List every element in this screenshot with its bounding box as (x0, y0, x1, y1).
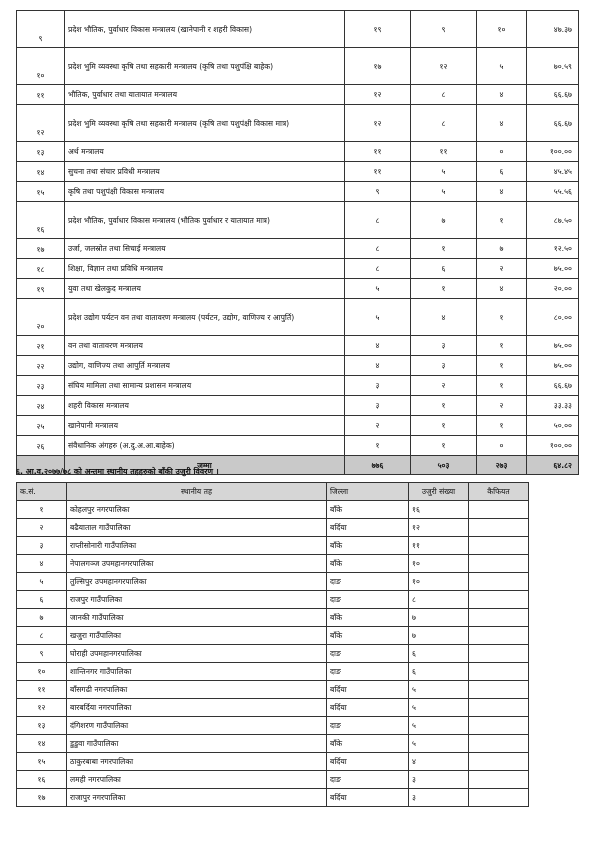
remarks-cell (469, 501, 529, 519)
ministry-name: उद्योग, वाणिज्य तथा आपुर्ति मन्त्रालय (65, 356, 345, 376)
serial-number: ४ (17, 555, 67, 573)
header-remarks: कैफियत (469, 483, 529, 501)
ministry-name: संवैधानिक अंगहरु (अ.दु.अ.आ.बाहेक) (65, 436, 345, 456)
serial-number: ८ (17, 627, 67, 645)
ministry-name: प्रदेश भौतिक, पुर्वाधार विकास मन्त्रालय (भौतिक पुर्वाधार र यातायात मात्र) (65, 202, 345, 239)
local-level-name: जानकी गाउँपालिका (67, 609, 327, 627)
local-level-name: बाँसगढी नगरपालिका (67, 681, 327, 699)
header-row (17, 483, 529, 501)
remarks-cell (469, 555, 529, 573)
table-row (17, 48, 579, 85)
serial-number: १५ (17, 753, 67, 771)
serial-number: ११ (17, 85, 65, 105)
received-count: ११ (345, 142, 411, 162)
complaint-count: ५ (409, 717, 469, 735)
received-count: १२ (345, 85, 411, 105)
serial-number: २ (17, 519, 67, 537)
table-row (17, 645, 529, 663)
district-name: दाङ (327, 645, 409, 663)
pending-count: १० (477, 11, 527, 48)
settled-percentage: ६६.६७ (527, 105, 579, 142)
serial-number: १६ (17, 771, 67, 789)
local-level-complaints-table (16, 482, 529, 807)
serial-number: ७ (17, 609, 67, 627)
pending-count: ४ (477, 182, 527, 202)
serial-number: १३ (17, 142, 65, 162)
ministry-name: कृषि तथा पशुपंक्षी विकास मन्त्रालय (65, 182, 345, 202)
local-level-name: घोराही उपमहानगरपालिका (67, 645, 327, 663)
ministry-name: शिक्षा, विज्ञान तथा प्रविधि मन्त्रालय (65, 259, 345, 279)
table-row (17, 239, 579, 259)
pending-count: ६ (477, 162, 527, 182)
serial-number: १० (17, 663, 67, 681)
table-row (17, 162, 579, 182)
table-row (17, 416, 579, 436)
settled-percentage: ८०.०० (527, 299, 579, 336)
ministry-name: खानेपानी मन्त्रालय (65, 416, 345, 436)
local-level-name: तुल्सिपुर उपमहानगरपालिका (67, 573, 327, 591)
table-row (17, 609, 529, 627)
settled-count: ५ (411, 182, 477, 202)
local-level-name: राजापुर नगरपालिका (67, 789, 327, 807)
settled-count: ९ (411, 11, 477, 48)
local-level-name: शान्तिनगर गाउँपालिका (67, 663, 327, 681)
remarks-cell (469, 573, 529, 591)
header-local-level: स्थानीय तह (67, 483, 327, 501)
remarks-cell (469, 681, 529, 699)
local-level-name: लमही नगरपालिका (67, 771, 327, 789)
table-row (17, 681, 529, 699)
total-received: ७७६ (345, 456, 411, 475)
serial-number: १८ (17, 259, 65, 279)
district-name: बर्दिया (327, 753, 409, 771)
pending-count: ७ (477, 239, 527, 259)
ministry-name: शहरी विकास मन्त्रालय (65, 396, 345, 416)
serial-number: २५ (17, 416, 65, 436)
complaint-count: ४ (409, 753, 469, 771)
table-row (17, 105, 579, 142)
local-level-name: राप्तीसोनारी गाउँपालिका (67, 537, 327, 555)
pending-count: १ (477, 376, 527, 396)
table-row (17, 627, 529, 645)
serial-number: १७ (17, 789, 67, 807)
serial-number: १९ (17, 279, 65, 299)
complaint-count: ५ (409, 699, 469, 717)
settled-count: १ (411, 436, 477, 456)
local-level-name: ठाकुरबाबा नगरपालिका (67, 753, 327, 771)
ministry-name: भौतिक, पुर्वाधार तथा यातायात मन्त्रालय (65, 85, 345, 105)
pending-count: ४ (477, 85, 527, 105)
settled-count: ३ (411, 336, 477, 356)
settled-count: १ (411, 396, 477, 416)
district-name: बाँके (327, 735, 409, 753)
remarks-cell (469, 753, 529, 771)
district-name: बर्दिया (327, 519, 409, 537)
received-count: ३ (345, 396, 411, 416)
local-level-name: कोहलपुर नगरपालिका (67, 501, 327, 519)
serial-number: १० (17, 48, 65, 85)
remarks-cell (469, 537, 529, 555)
total-pending: २७३ (477, 456, 527, 475)
pending-count: ० (477, 142, 527, 162)
serial-number: १२ (17, 699, 67, 717)
district-name: दाङ (327, 717, 409, 735)
table-row (17, 753, 529, 771)
table-row (17, 717, 529, 735)
table-row (17, 142, 579, 162)
remarks-cell (469, 609, 529, 627)
settled-count: ४ (411, 299, 477, 336)
serial-number: ३ (17, 537, 67, 555)
table-row (17, 336, 579, 356)
serial-number: १३ (17, 717, 67, 735)
total-label: जम्मा (65, 456, 345, 475)
ministry-name: प्रदेश भुमि व्यवस्था कृषि तथा सहकारी मन्त्रालय (कृषि तथा पशुपंक्षि बाहेक) (65, 48, 345, 85)
pending-count: ० (477, 436, 527, 456)
serial-number: १६ (17, 202, 65, 239)
settled-count: ८ (411, 105, 477, 142)
settled-percentage: ४५.४५ (527, 162, 579, 182)
settled-percentage: ५५.५६ (527, 182, 579, 202)
received-count: १७ (345, 48, 411, 85)
received-count: १९ (345, 11, 411, 48)
district-name: बाँके (327, 627, 409, 645)
total-settled: ५०३ (411, 456, 477, 475)
table-row (17, 259, 579, 279)
settled-percentage: ६६.६७ (527, 85, 579, 105)
table-row (17, 789, 529, 807)
remarks-cell (469, 699, 529, 717)
complaint-count: ११ (409, 537, 469, 555)
serial-number: ६ (17, 591, 67, 609)
header-district: जिल्ला (327, 483, 409, 501)
settled-count: १ (411, 416, 477, 436)
table-row (17, 299, 579, 336)
settled-count: ८ (411, 85, 477, 105)
settled-percentage: ५०.०० (527, 416, 579, 436)
pending-count: १ (477, 416, 527, 436)
district-name: बाँके (327, 555, 409, 573)
settled-percentage: १२.५० (527, 239, 579, 259)
settled-count: १२ (411, 48, 477, 85)
serial-number: २० (17, 299, 65, 336)
remarks-cell (469, 591, 529, 609)
district-name: बाँके (327, 537, 409, 555)
complaint-count: ६ (409, 663, 469, 681)
settled-count: २ (411, 376, 477, 396)
remarks-cell (469, 645, 529, 663)
table-row (17, 771, 529, 789)
serial-number: १७ (17, 239, 65, 259)
serial-number: २४ (17, 396, 65, 416)
settled-count: १ (411, 279, 477, 299)
settled-count: ११ (411, 142, 477, 162)
received-count: २ (345, 416, 411, 436)
complaint-count: ७ (409, 627, 469, 645)
ministry-complaints-table (16, 10, 579, 475)
settled-percentage: ७५.०० (527, 259, 579, 279)
table-row (17, 396, 579, 416)
received-count: ५ (345, 299, 411, 336)
pending-count: २ (477, 396, 527, 416)
pending-count: १ (477, 336, 527, 356)
local-level-name: बढैयाताल गाउँपालिका (67, 519, 327, 537)
settled-percentage: ८७.५० (527, 202, 579, 239)
serial-number: २३ (17, 376, 65, 396)
local-level-name: डुडुवा गाउँपालिका (67, 735, 327, 753)
table-row (17, 519, 529, 537)
remarks-cell (469, 663, 529, 681)
district-name: बर्दिया (327, 681, 409, 699)
pending-count: १ (477, 356, 527, 376)
received-count: १२ (345, 105, 411, 142)
complaint-count: ३ (409, 771, 469, 789)
table-row (17, 85, 579, 105)
received-count: ८ (345, 202, 411, 239)
serial-number: २१ (17, 336, 65, 356)
district-name: दाङ (327, 573, 409, 591)
complaint-count: ७ (409, 609, 469, 627)
section-heading: ६. आ.व.२०७७/७८ को अन्तमा स्थानीय तहहरुको बाँकी उजुरी विवरण । (16, 467, 219, 476)
received-count: ४ (345, 336, 411, 356)
settled-percentage: १००.०० (527, 436, 579, 456)
complaint-count: १० (409, 573, 469, 591)
district-name: दाङ (327, 771, 409, 789)
table-row (17, 537, 529, 555)
settled-count: ३ (411, 356, 477, 376)
remarks-cell (469, 519, 529, 537)
local-level-name: बारबर्दिया नगरपालिका (67, 699, 327, 717)
settled-percentage: ७५.०० (527, 356, 579, 376)
serial-number: ९ (17, 11, 65, 48)
district-name: बर्दिया (327, 789, 409, 807)
table-row (17, 436, 579, 456)
complaint-count: १२ (409, 519, 469, 537)
settled-count: ६ (411, 259, 477, 279)
pending-count: १ (477, 202, 527, 239)
remarks-cell (469, 789, 529, 807)
district-name: बाँके (327, 501, 409, 519)
remarks-cell (469, 717, 529, 735)
district-name: बाँके (327, 609, 409, 627)
pending-count: २ (477, 259, 527, 279)
ministry-name: प्रदेश भुमि व्यवस्था कृषि तथा सहकारी मन्त्रालय (कृषि तथा पशुपंक्षी विकास मात्र) (65, 105, 345, 142)
remarks-cell (469, 627, 529, 645)
received-count: ५ (345, 279, 411, 299)
local-level-name: नेपालगञ्ज उपमहानगरपालिका (67, 555, 327, 573)
serial-number: १ (17, 501, 67, 519)
serial-number: ५ (17, 573, 67, 591)
serial-number: ९ (17, 645, 67, 663)
serial-number: २२ (17, 356, 65, 376)
serial-number: २६ (17, 436, 65, 456)
table-row (17, 202, 579, 239)
ministry-name: संघिय मामिला तथा सामान्य प्रशासन मन्त्रालय (65, 376, 345, 396)
ministry-name: प्रदेश उद्योग पर्यटन वन तथा वातावरण मन्त्रालय (पर्यटन, उद्योग, वाणिज्य र आपुर्ति) (65, 299, 345, 336)
complaint-count: ८ (409, 591, 469, 609)
pending-count: १ (477, 299, 527, 336)
ministry-name: युवा तथा खेलकुद मन्त्रालय (65, 279, 345, 299)
district-name: बर्दिया (327, 699, 409, 717)
settled-percentage: ७५.०० (527, 336, 579, 356)
settled-percentage: ६६.६७ (527, 376, 579, 396)
complaint-count: ५ (409, 681, 469, 699)
table-row (17, 356, 579, 376)
received-count: ९ (345, 182, 411, 202)
complaint-count: ६ (409, 645, 469, 663)
header-complaint-count: उजुरी संख्या (409, 483, 469, 501)
total-percentage: ६४.८२ (527, 456, 579, 475)
table-row (17, 182, 579, 202)
local-level-name: दंगिशरण गाउँपालिका (67, 717, 327, 735)
table-row (17, 699, 529, 717)
table-row (17, 501, 529, 519)
serial-number: १५ (17, 182, 65, 202)
settled-percentage: ३३.३३ (527, 396, 579, 416)
table-row (17, 555, 529, 573)
received-count: १ (345, 436, 411, 456)
serial-number: १२ (17, 105, 65, 142)
pending-count: ५ (477, 48, 527, 85)
district-name: दाङ (327, 591, 409, 609)
local-level-name: राजपुर गाउँपालिका (67, 591, 327, 609)
table-row (17, 735, 529, 753)
serial-number: १४ (17, 162, 65, 182)
table-row (17, 573, 529, 591)
received-count: ४ (345, 356, 411, 376)
received-count: ३ (345, 376, 411, 396)
received-count: ८ (345, 259, 411, 279)
received-count: ८ (345, 239, 411, 259)
settled-percentage: ४७.३७ (527, 11, 579, 48)
district-name: दाङ (327, 663, 409, 681)
settled-percentage: १००.०० (527, 142, 579, 162)
ministry-name: अर्थ मन्त्रालय (65, 142, 345, 162)
settled-percentage: २०.०० (527, 279, 579, 299)
complaint-count: ५ (409, 735, 469, 753)
header-sn: क.सं. (17, 483, 67, 501)
complaint-count: १० (409, 555, 469, 573)
settled-count: ५ (411, 162, 477, 182)
ministry-name: प्रदेश भौतिक, पुर्वाधार विकास मन्त्रालय (खानेपानी र शहरी विकास) (65, 11, 345, 48)
ministry-name: उर्जा, जलस्रोत तथा सिचाई मन्त्रालय (65, 239, 345, 259)
table-row (17, 591, 529, 609)
settled-percentage: ७०.५९ (527, 48, 579, 85)
local-level-name: खजुरा गाउँपालिका (67, 627, 327, 645)
table-row (17, 11, 579, 48)
serial-number: ११ (17, 681, 67, 699)
ministry-name: वन तथा वातावरण मन्त्रालय (65, 336, 345, 356)
received-count: ११ (345, 162, 411, 182)
remarks-cell (469, 735, 529, 753)
pending-count: ४ (477, 279, 527, 299)
table-row (17, 376, 579, 396)
table-row (17, 279, 579, 299)
remarks-cell (469, 771, 529, 789)
ministry-name: सुचना तथा संचार प्रविधी मन्त्रालय (65, 162, 345, 182)
serial-number: १४ (17, 735, 67, 753)
settled-count: १ (411, 239, 477, 259)
complaint-count: १६ (409, 501, 469, 519)
complaint-count: ३ (409, 789, 469, 807)
table-row (17, 663, 529, 681)
pending-count: ४ (477, 105, 527, 142)
settled-count: ७ (411, 202, 477, 239)
